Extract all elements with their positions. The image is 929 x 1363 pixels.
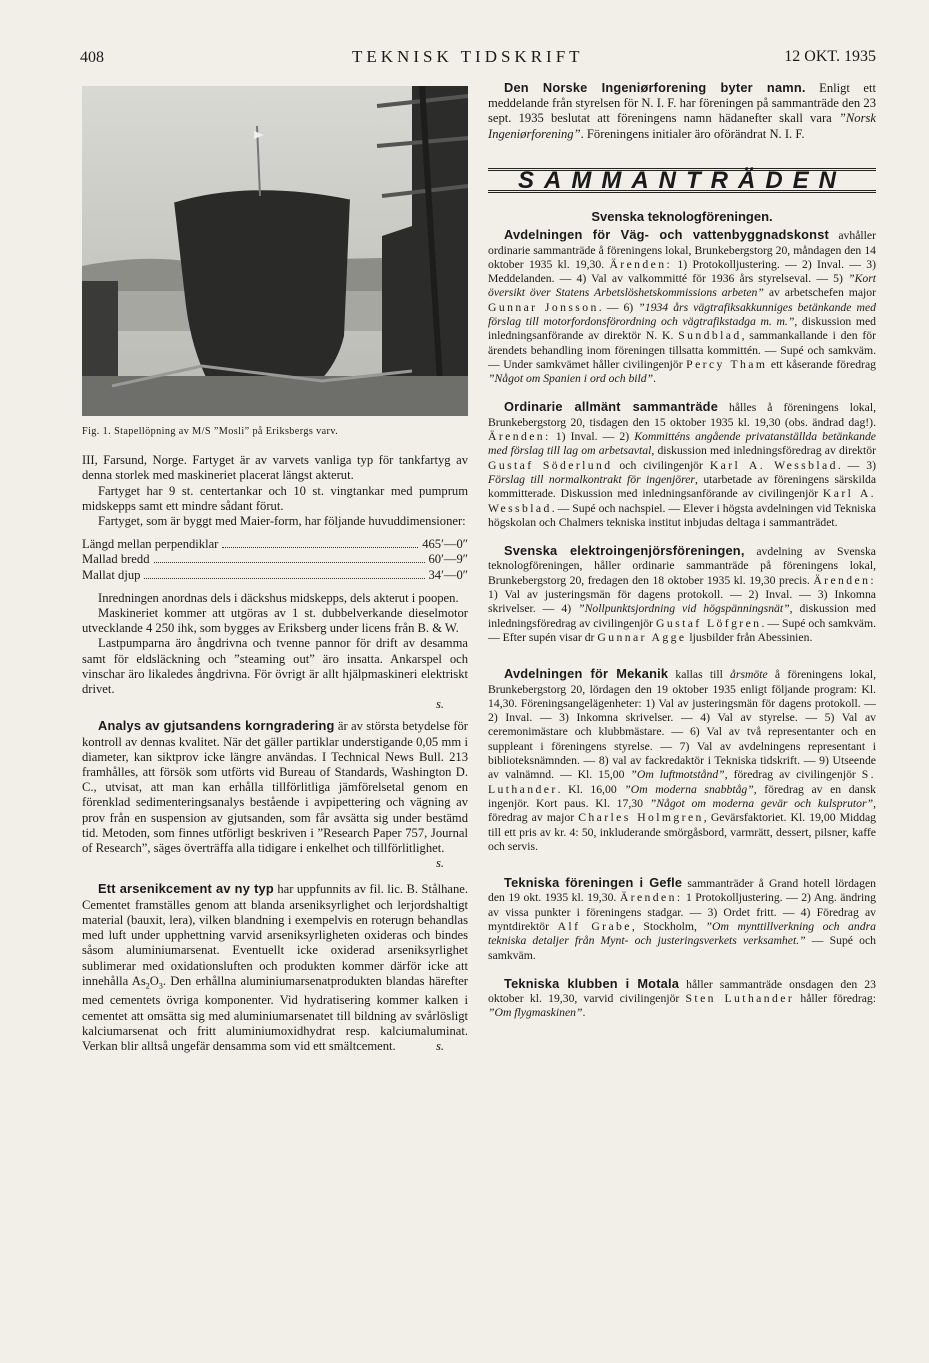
meeting-motala: Tekniska klubben i Motala håller sammanträde onsdagen den 23 oktober kl. 19,30, varvid civilingenjör Sten Luthander håller föredrag: ”Om flygmaskinen”. bbox=[488, 975, 876, 1020]
meeting-ordinarie: Ordinarie allmänt sammanträde hålles å föreningens lokal, Brunkebergstorg 20, tisdagen den 15 oktober 1935 kl. 19,30 (obs. ändrad dag!). Ärenden: 1) Inval. — 2) Kommitténs angående privatanställda betänkande med förslag till lag om arbetsavtal, diskussion med inledningsföredrag av direktör Gustaf Söderlund och civilingenjör Karl A. Wessblad. — 3) Förslag till normalkontrakt för ingenjörer, utarbetade av föreningens särskilda kommitterade. Diskussion med inledningsanförande av civilingenjör Karl A. Wessblad. — Supé och nachspiel. — Elever i högsta avdelningen vid Tekniska högskolan och Chalmers tekniska institut inbjudas deltaga i sammanträdet. bbox=[488, 399, 877, 529]
ship-launch-photo bbox=[82, 86, 468, 416]
left-column bbox=[82, 86, 468, 1054]
arsenik-title: Ett arsenikcement av ny typ bbox=[98, 881, 274, 897]
meeting-mekanik: Avdelningen för Mekanik kallas till årsmöte å föreningens lokal, Brunkebergstorg 20, lördagen den 19 oktober 1935 enligt följande program: Kl. 14,30. Föreningsangelägenheter: 1) Val av justeringsmän för dagens protokoll. — 2) Inval. — 3) Inkomna skrivelser. — 4) Val av styrelse. — 5) Val av ceremonimästare och klubbmästare. — 6) Val av två representanter och en suppleant i föreningens styrelse. — 7) Val av avdelningens representant i biblioteksnämnden. — 8) val av fackredaktör i Tekniska tidskrift. — 9) Utseende av valnämnd. — Kl. 15,00 ”Om luftmotstånd”, föredrag av civilingenjör S. Luthander. Kl. 16,00 ”Om moderna snabbtåg”, föredrag av en dansk ingenjör. Kort paus. Kl. 17,30 ”Något om moderna gevär och kulsprutor”, föredrag av major Charles Holmgren, Gevärsfaktoriet. Kl. 19,00 Middag till ett pris av kr. 4: 50, inkluderande smörgåsbord, varmrätt, dessert, pilsner, kaffe och servis. bbox=[488, 666, 877, 853]
meeting-title: Svenska elektroingenjörsföreningen, bbox=[504, 543, 745, 559]
dimension-row bbox=[82, 537, 468, 552]
section-banner: SAMMANTRÄDEN bbox=[488, 168, 876, 193]
meeting-gefle: Tekniska föreningen i Gefle sammanträder å Grand hotell lördagen den 19 okt. 1935 kl. 19,30. Ärenden: 1 Protokolljustering. — 2) Ang. ändring av vissa punkter i föreningens stadgar. — 3) Ordet fritt. — 4) Föredrag av myntdirektör Alf Grabe, Stockholm, ”Om mynttillverkning och andra tekniska detaljer från Mynt- och justeringsverkets verksamhet.” — Supé och samkväm. bbox=[488, 875, 876, 962]
dimension-row bbox=[82, 568, 468, 583]
arsenik-article: Ett arsenikcement av ny typ har uppfunnits av fil. lic. B. Stålhane. Cementet framställes genom att blanda arseniksyrlighet och lerjordshaltigt material (bauxit, lera), vilken blandning i exempelvis en roterugn behandlas med luft under upphettning varvid arseniksyrligheten oxideras och bindes såsom aluminiumarsenat. Eventuellt icke oxiderad arseniksyrlighet sublimerar med oxidationsluften och produkten kommer därför icke att innehålla $As_2O_3$. Den erhållna aluminiumarsenatprodukten blandas härefter med cementets övriga komponenter. Vid hydratisering kommer kalken i cementet att omsätta sig med aluminiumarsenatet till bildning av svårlösligt kalciumarsenat och fritt aluminiumoxidhydrat resp. kalciumaluminat. Verkan blir alltså ungefär densamma som vid ett smältcement. s. bbox=[82, 881, 468, 1054]
issue-date: 12 OKT. 1935 bbox=[784, 48, 876, 65]
norske-title: Den Norske Ingeniørforening byter namn. bbox=[504, 80, 806, 95]
meeting-title: Avdelningen för Väg- och vattenbyggnadskonst bbox=[504, 227, 829, 243]
ship-launch-illustration bbox=[82, 86, 468, 416]
meeting-title: Tekniska föreningen i Gefle bbox=[504, 875, 683, 891]
meeting-elektro: Svenska elektroingenjörsföreningen, avdelning av Svenska teknologföreningen, håller ordinarie sammanträde på föreningens lokal, Brunkebergstorg 20, fredagen den 18 oktober 1935 kl. 19,30 precis. Ärenden: 1) Val av justeringsmän för dagens protokoll. — 2) Inval. — 3) Inkomna skrivelser. — 4) ”Nollpunktsjordning vid högspänningsnät”, diskussion med inledningsföredrag av civilingenjör Gustaf Löfgren. — Supé och samkväm. — Efter supén visar dr Gunnar Agge ljusbilder från Abessinien. bbox=[488, 543, 877, 644]
ship-paragraph: Maskineriet kommer att utgöras av 1 st. dubbelverkande dieselmotor utvecklande 4 250 ihk, som bygges av Eriksberg under licens från B. & W. bbox=[82, 606, 468, 636]
ship-paragraph: Inredningen anordnas dels i däckshus midskepps, dels akterut i poopen. bbox=[98, 590, 459, 605]
meeting-title: Tekniska klubben i Motala bbox=[504, 975, 680, 991]
running-header bbox=[80, 47, 876, 71]
author-signature: s. bbox=[435, 697, 444, 712]
journal-title: TEKNISK TIDSKRIFT bbox=[352, 47, 584, 66]
ship-paragraph: Fartyget har 9 st. centertankar och 10 st. vingtankar med pumprum midskepps samt ett mindre sådant förut. bbox=[82, 483, 468, 513]
dimension-value: 60′—9″ bbox=[428, 552, 468, 567]
right-column bbox=[488, 80, 876, 1021]
norske-notice: Den Norske Ingeniørforening byter namn. Enligt ett meddelande från styrelsen för N. I. F. har föreningen på sammanträde den 23 sept. 1935 beslutat att föreningens namn hädanefter skall vara ”Norsk Ingeniørforening”. Föreningens initialer äro oförändrat N. I. F. bbox=[488, 80, 876, 141]
analys-title: Analys av gjutsandens korngradering bbox=[98, 718, 335, 734]
dimension-value: 465′—0″ bbox=[422, 537, 468, 552]
ship-paragraph: III, Farsund, Norge. Fartyget är av varvets vanliga typ för tankfartyg av denna storlek med maskineriet placerat längst akterut. bbox=[82, 453, 468, 483]
figure-caption: Fig. 1. Stapellöpning av M/S ”Mosli” på Eriksbergs varv. bbox=[82, 426, 339, 437]
analys-article: Analys av gjutsandens korngradering är av största betydelse för kontroll av dennas kvalitet. När det gäller partiklar understigande 0,05 mm i diameter, kan siktprov icke längre användas. I Technical News Bull. 213 framhålles, att försök som utförts vid Bureau of Standards, Washington D. C., utvisat, att man kan erhålla tillförlitliga jämförelsetal genom en förenklad sedimenteringsanalys bestående i avpipettering och vägning av prov från en suspension av gjutsanden, som får avsätta sig under bestämd tid. Metoden, som finnes utförligt beskriven i ”Research Paper 757, Journal of Research”, säges överträffa alla tidigare i enkelhet och tillförlitlighet. bbox=[82, 718, 469, 856]
dimension-label: Mallat djup bbox=[82, 567, 141, 582]
subsection-heading: Svenska teknologföreningen. bbox=[591, 209, 773, 225]
author-signature: s. bbox=[435, 856, 444, 871]
page-number: 408 bbox=[80, 49, 104, 66]
dimension-row bbox=[82, 552, 468, 567]
ship-paragraph: Fartyget, som är byggt med Maier-form, har följande huvuddimensioner: bbox=[98, 514, 466, 529]
author-signature: s. bbox=[435, 1039, 444, 1054]
meeting-title: Avdelningen för Mekanik bbox=[504, 666, 669, 682]
dimension-value: 34′—0″ bbox=[428, 567, 468, 582]
ship-paragraph: Lastpumparna äro ångdrivna och tvenne pannor för drift av desamma samt för eldsläckning och ”steaming out” äro insatta. Ankarspel och vinschar äro likaledes ångdrivna. För övrigt är allt hjälpmaskineri elektriskt drivet. bbox=[82, 636, 468, 697]
meeting-avd-vag: Avdelningen för Väg- och vattenbyggnadskonst avhåller ordinarie sammanträde å föreningens lokal, Brunkebergstorg 20, måndagen den 14 oktober 1935 kl. 19,30. Ärenden: 1) Protokolljustering. — 2) Inval. — 3) Meddelanden. — 4) Val av valkommitté för 1936 års styrelseval. — 5) ”Kort översikt över Statens Arbetslöshetskommissions arbeten” av arbetschefen major Gunnar Jonsson. — 6) ”1934 års vägtrafiksakkunniges betänkande med förslag till motorfordonsförordning och vägtrafikstadga m. m.”, diskussion med inledningsanförande av direktör N. K. Sundblad, sammankallande i den för ärendets behandling inom föreningen tillsatta kommittén. — Supé och samkväm. — Under samkvämet håller civilingenjör Percy Tham ett kåserande föredrag ”Något om Spanien i ord och bild”. bbox=[488, 227, 876, 386]
meeting-title: Ordinarie allmänt sammanträde bbox=[504, 399, 719, 415]
dimension-label: Längd mellan perpendiklar bbox=[82, 537, 219, 552]
dimension-label: Mallad bredd bbox=[82, 552, 150, 567]
